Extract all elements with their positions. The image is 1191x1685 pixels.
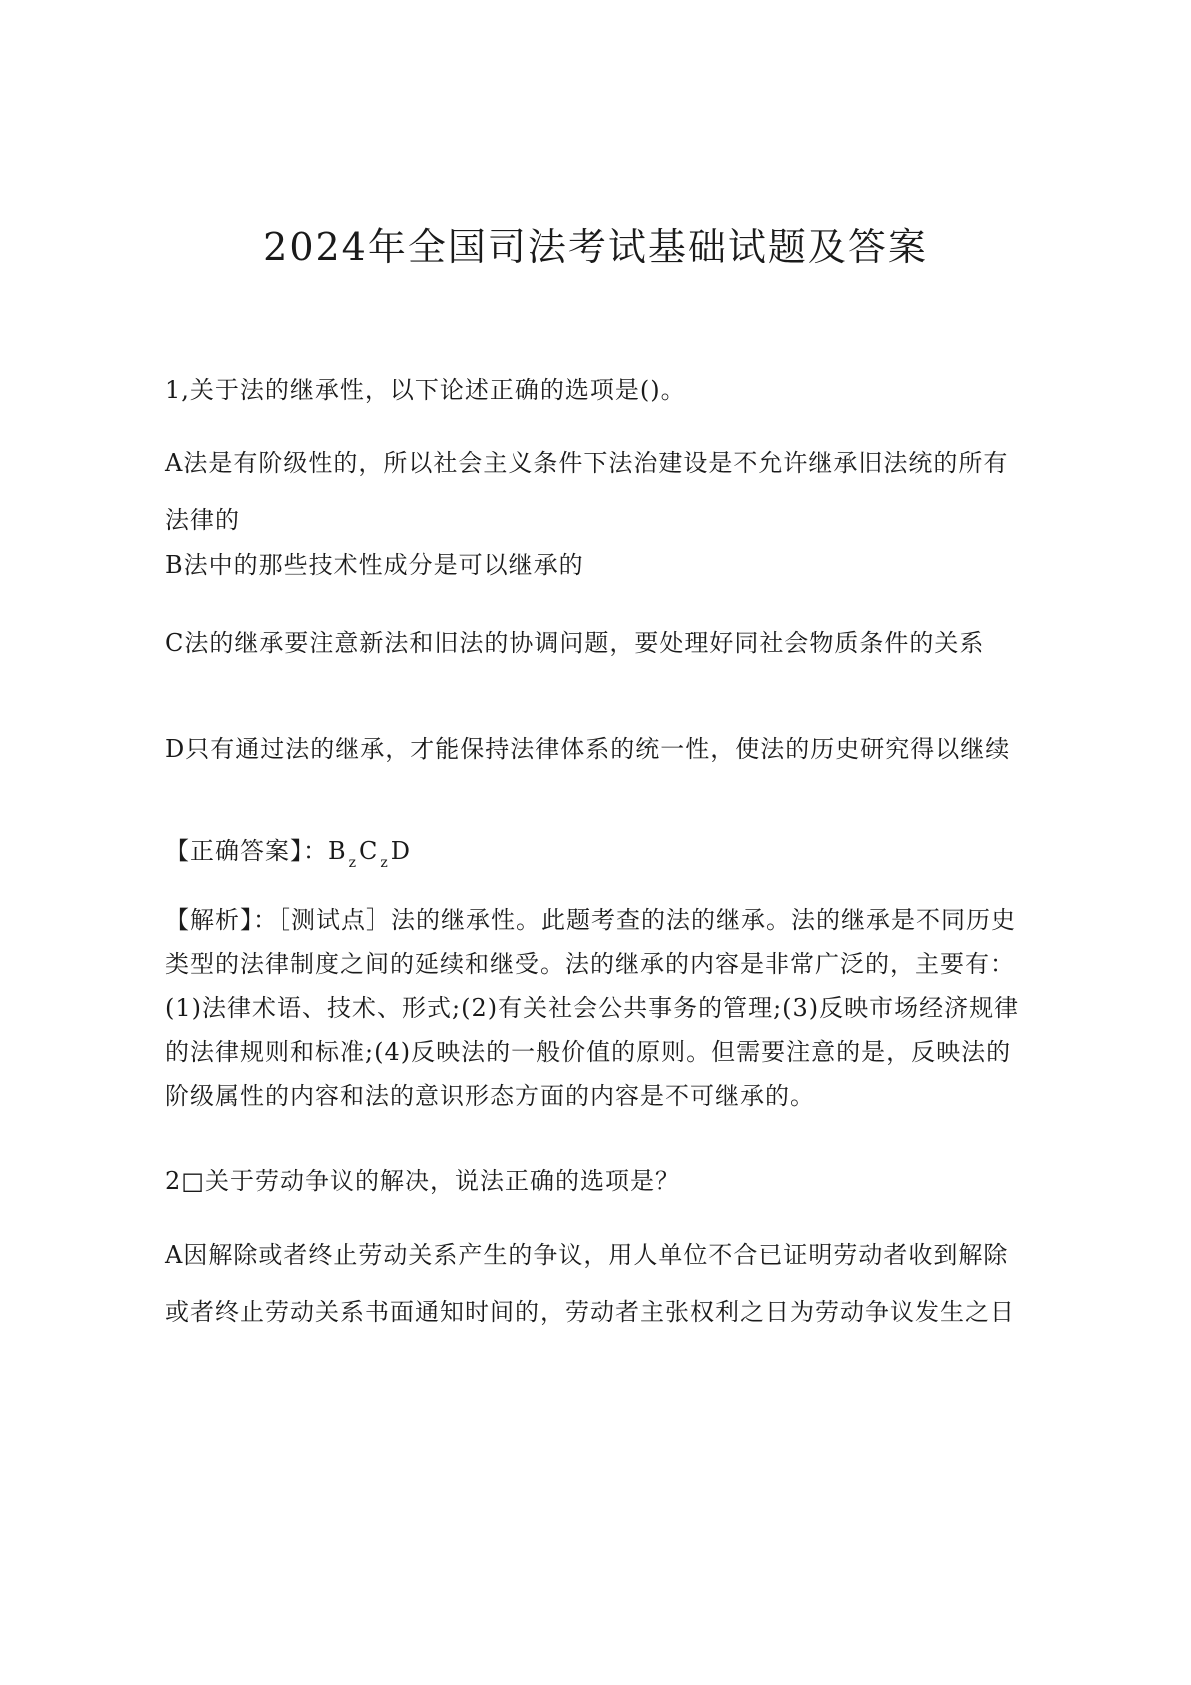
question-1-option-c: C法的继承要注意新法和旧法的协调问题，要处理好同社会物质条件的关系 [165, 629, 985, 657]
answer-separator: z [348, 855, 358, 871]
question-2-option-a: A因解除或者终止劳动关系产生的争议，用人单位不合已证明劳动者收到解除或者终止劳动关系书面通知时间的，劳动者主张权利之日为劳动争议发生之日 [165, 1241, 1015, 1326]
question-2-stem: 2□关于劳动争议的解决，说法正确的选项是？ [165, 1167, 680, 1195]
question-1-option-b: B法中的那些技术性成分是可以继承的 [165, 551, 584, 579]
question-1-analysis: 【解析】：［测试点］法的继承性。此题考查的法的继承。法的继承是不同历史类型的法律制度之间的延续和继受。法的继承的内容是非常广泛的，主要有：(1)法律术语、技术、形式;(2)有关社会公共事务的管理;(3)反映市场经济规律的法律规则和标准;(4)反映法的一般价值的原则。但需要注意的是，反映法的阶级属性的内容和法的意识形态方面的内容是不可继承的。 [165, 906, 1020, 1110]
answer-separator: z [380, 855, 389, 871]
document-title: 2024年全国司法考试基础试题及答案 [263, 225, 928, 269]
question-1-stem: 1,关于法的继承性，以下论述正确的选项是()。 [165, 376, 686, 404]
answer-letter-b: B [328, 837, 347, 865]
question-1-answer [165, 834, 1035, 872]
answer-letter-c: C [359, 837, 379, 865]
answer-label: 【正确答案】： [165, 837, 328, 865]
answer-letter-d: D [390, 837, 412, 865]
question-1-option-a: A法是有阶级性的，所以社会主义条件下法治建设是不允许继承旧法统的所有法律的 [165, 449, 1009, 534]
question-1-option-d: D只有通过法的继承，才能保持法律体系的统一性，使法的历史研究得以继续 [165, 735, 1011, 763]
